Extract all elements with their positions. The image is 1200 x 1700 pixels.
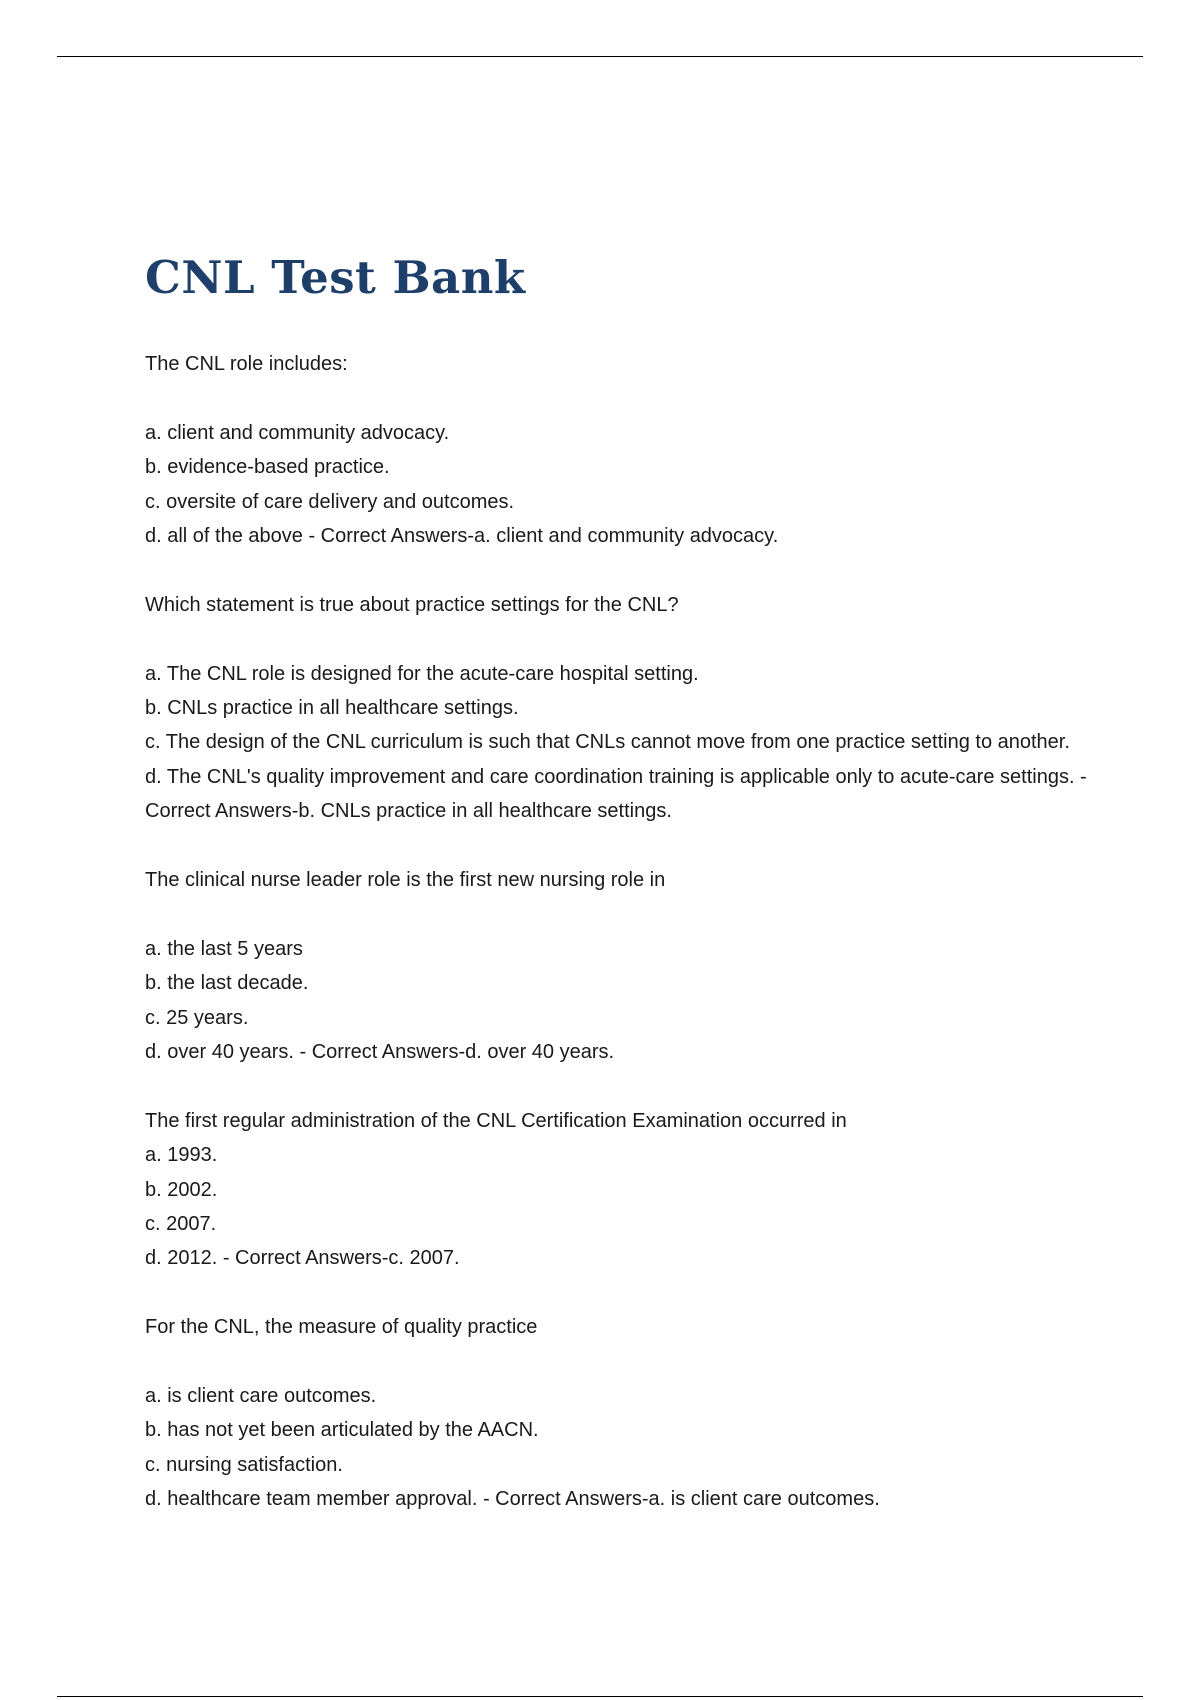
answer-options	[145, 1138, 1105, 1276]
answer-options	[145, 932, 1105, 1070]
answer-option: b. evidence-based practice.	[145, 456, 390, 479]
question-prompt: The clinical nurse leader role is the first new nursing role in	[145, 869, 666, 892]
answer-options	[145, 657, 1105, 829]
answer-option-with-correct-answer: d. healthcare team member approval. - Correct Answers-a. is client care outcomes.	[145, 1488, 880, 1511]
answer-option: b. CNLs practice in all healthcare settings.	[145, 697, 519, 720]
question-5	[145, 1310, 1105, 1516]
answer-option: b. the last decade.	[145, 972, 309, 995]
answer-option: b. has not yet been articulated by the AACN.	[145, 1419, 539, 1442]
answer-option: c. 2007.	[145, 1213, 217, 1236]
answer-options	[145, 416, 1105, 554]
question-prompt: For the CNL, the measure of quality practice	[145, 1316, 538, 1339]
answer-option: a. 1993.	[145, 1144, 218, 1167]
answer-option: c. oversite of care delivery and outcomes.	[145, 490, 515, 513]
footer-rule	[57, 1696, 1143, 1697]
question-1	[145, 347, 1105, 553]
answer-option-with-correct-answer: d. over 40 years. - Correct Answers-d. over 40 years.	[145, 1041, 615, 1064]
question-4	[145, 1104, 1105, 1276]
answer-options	[145, 1379, 1105, 1517]
answer-option: a. client and community advocacy.	[145, 421, 450, 444]
question-3	[145, 863, 1105, 1069]
answer-option: c. 25 years.	[145, 1006, 249, 1029]
question-2	[145, 588, 1105, 829]
answer-option-with-correct-answer: d. The CNL's quality improvement and care coordination training is applicable only to acute-care settings. - Correct Answers-b. CNLs practice in all healthcare settings.	[145, 765, 1087, 823]
question-prompt: The first regular administration of the CNL Certification Examination occurred in	[145, 1109, 847, 1132]
header-rule	[57, 56, 1143, 57]
answer-option: b. 2002.	[145, 1178, 218, 1201]
answer-option: c. nursing satisfaction.	[145, 1453, 343, 1476]
document-title: CNL Test Bank	[145, 251, 526, 304]
answer-option-with-correct-answer: d. all of the above - Correct Answers-a. client and community advocacy.	[145, 525, 779, 548]
question-prompt: Which statement is true about practice settings for the CNL?	[145, 593, 679, 616]
question-prompt: The CNL role includes:	[145, 353, 348, 375]
answer-option-with-correct-answer: d. 2012. - Correct Answers-c. 2007.	[145, 1247, 460, 1270]
answer-option: c. The design of the CNL curriculum is such that CNLs cannot move from one practice setting to another.	[145, 731, 1070, 754]
question-list	[145, 347, 1105, 1551]
answer-option: a. The CNL role is designed for the acute-care hospital setting.	[145, 662, 699, 685]
answer-option: a. the last 5 years	[145, 937, 303, 960]
answer-option: a. is client care outcomes.	[145, 1385, 377, 1408]
